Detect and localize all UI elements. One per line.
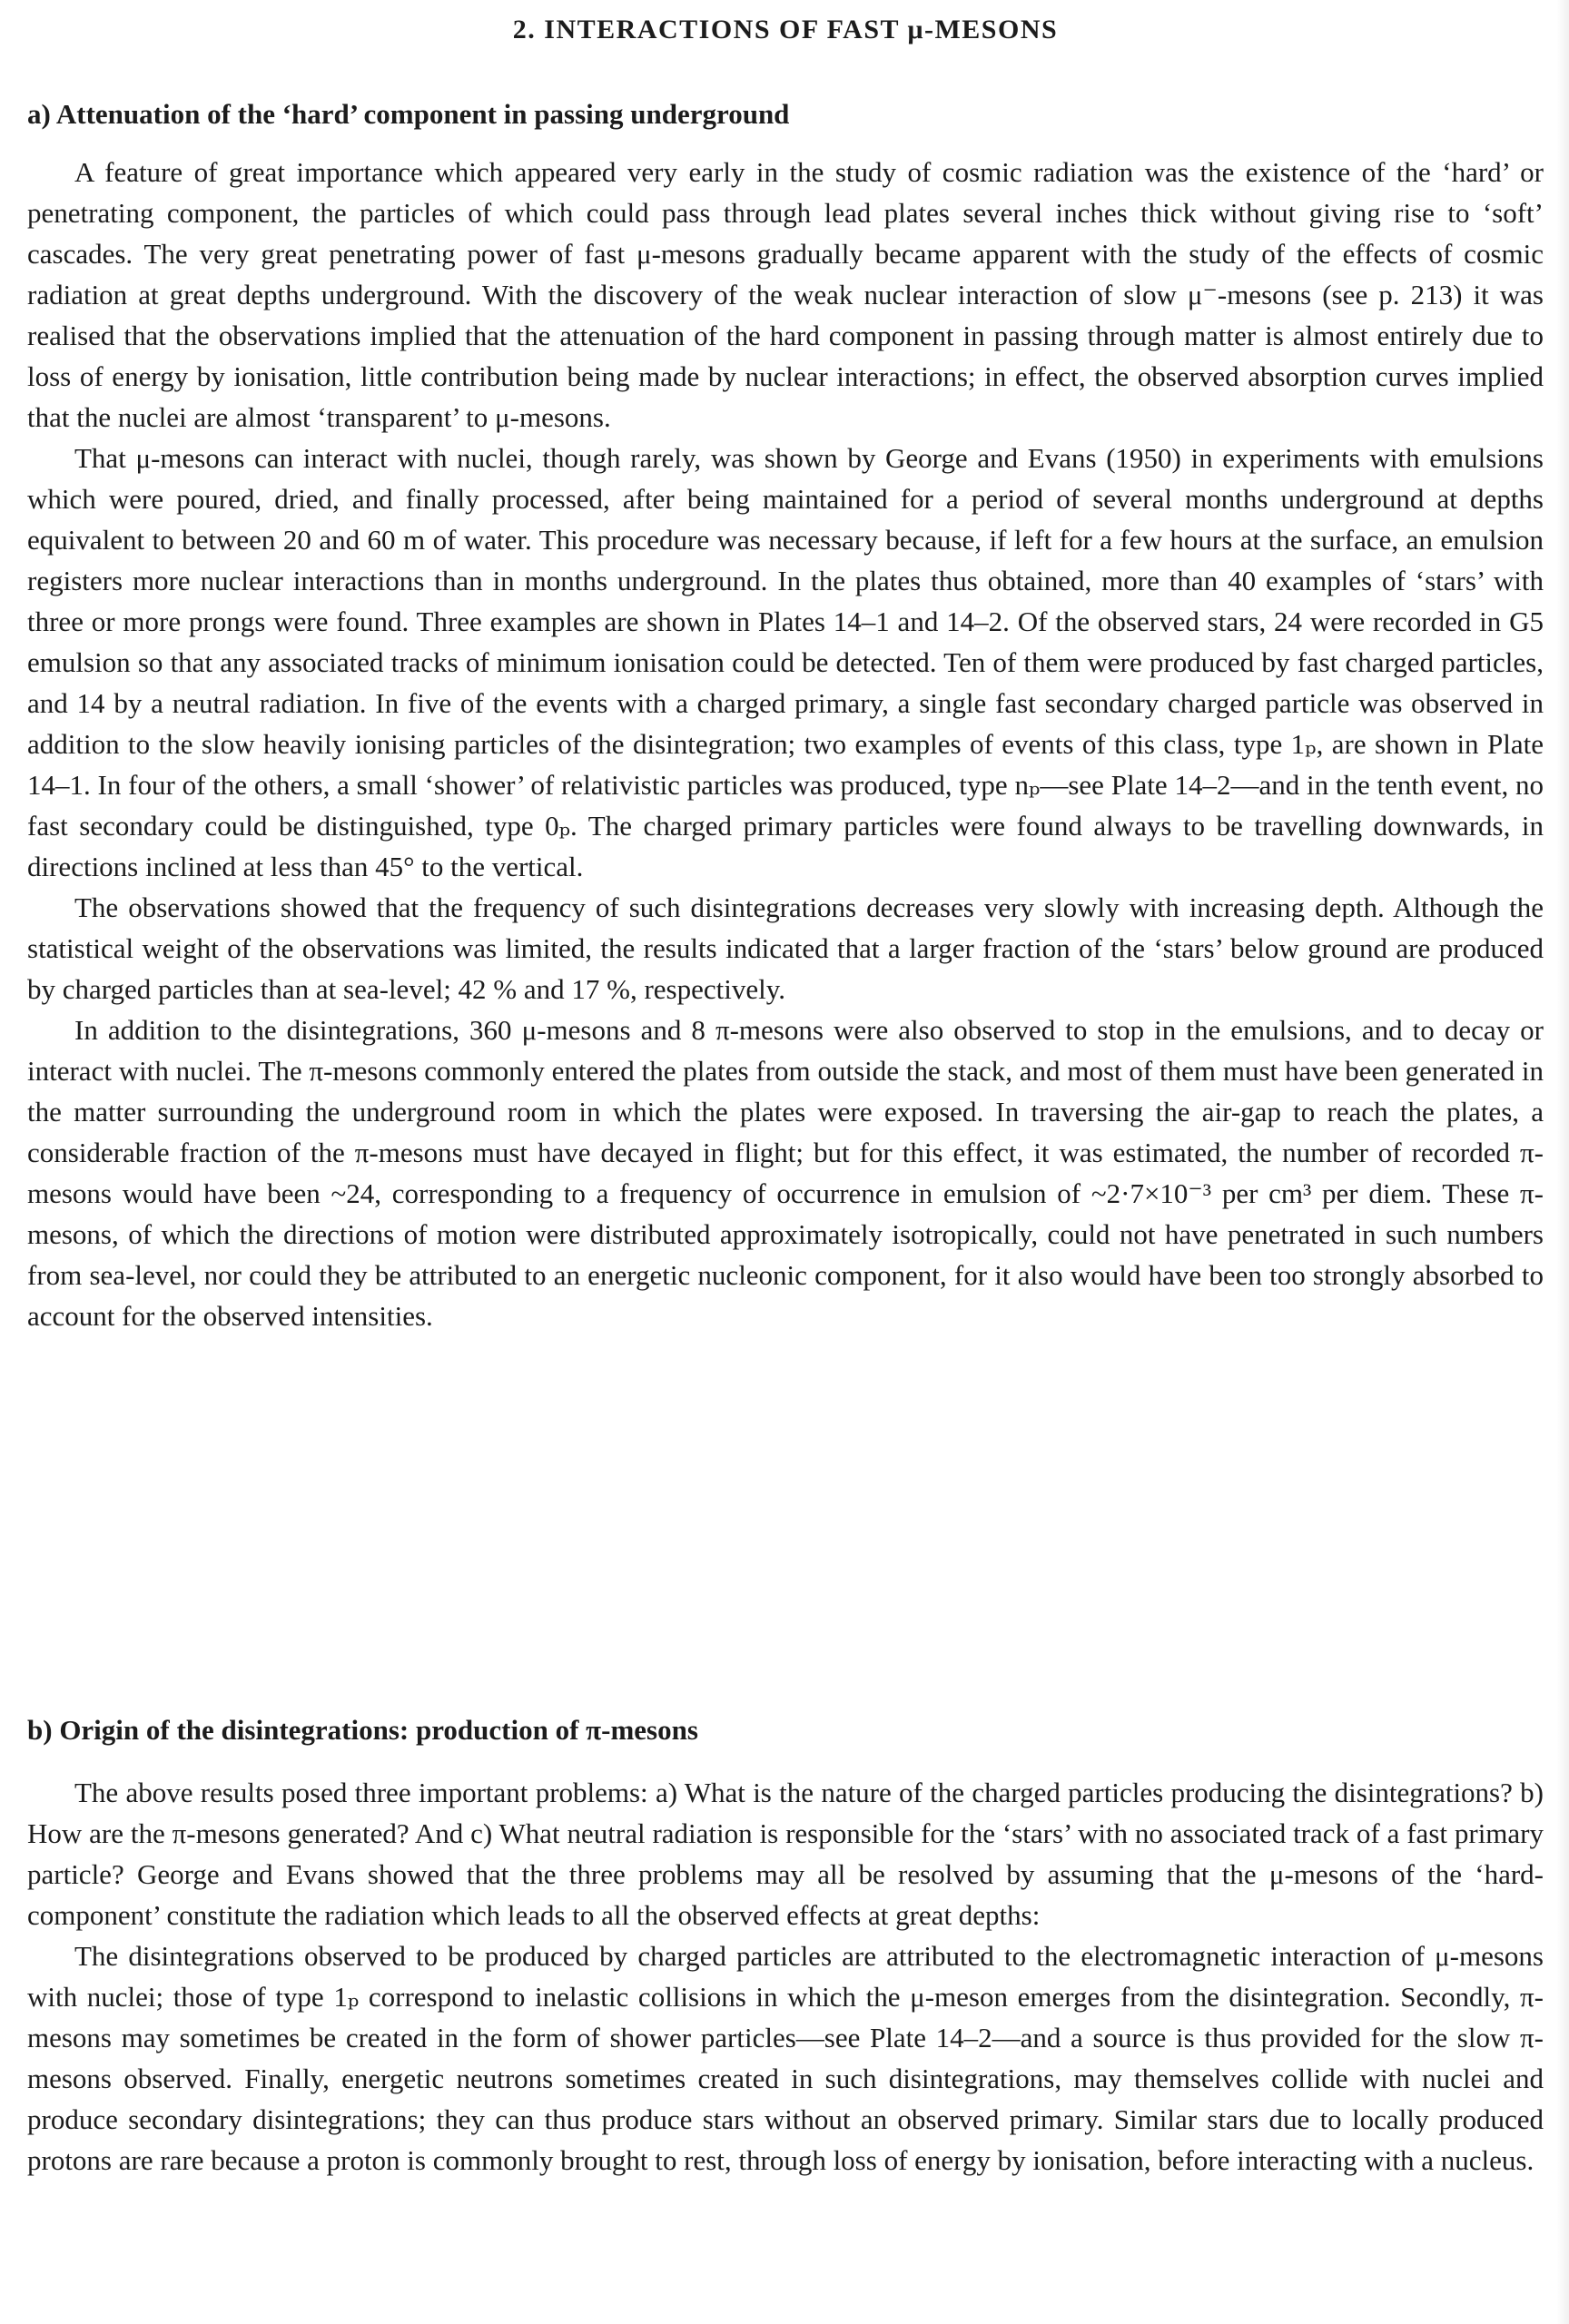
paragraph: A feature of great importance which appeared very early in the study of cosmic radiation was the existence of the ‘hard’ or penetrating component, the particles of which could pass through lead plates several inches thick without giving rise to ‘soft’ cascades. The very great penetrating power of fast μ-mesons gradually became apparent with the study of the effects of cosmic radiation at great depths underground. With the discovery of the weak nuclear interaction of slow μ⁻-mesons (see p. 213) it was realised that the observations implied that the attenuation of the hard component in passing through matter is almost entirely due to loss of energy by ionisation, little contribution being made by nuclear interactions; in effect, the observed absorption curves implied that the nuclei are almost ‘transparent’ to μ-mesons. [27,156,1544,433]
section-heading-a: a) Attenuation of the ‘hard’ component in passing underground [27,98,790,130]
paragraph: The observations showed that the frequency of such disintegrations decreases very slowly with increasing depth. Although the statistical weight of the observations was limited, the results indicated that a larger fraction of the ‘stars’ below ground are produced by charged particles than at sea-level; 42 % and 17 %, respectively. [27,891,1544,1005]
paragraph: The above results posed three important problems: a) What is the nature of the charged particles producing the disintegrations? b) How are the π-mesons generated? And c) What neutral radiation is responsible for the ‘stars’ with no associated track of a fast primary particle? George and Evans showed that the three problems may all be resolved by assuming that the μ-mesons of the ‘hard-component’ constitute the radiation which leads to all the observed effects at great depths: [27,1777,1544,1931]
page-edge-shadow [1556,0,1569,2324]
section-body-b [27,1772,1544,2181]
paragraph: That μ-mesons can interact with nuclei, though rarely, was shown by George and Evans (1950) in experiments with emulsions which were poured, dried, and finally processed, after being maintained for a period of several months underground at depths equivalent to between 20 and 60 m of water. This procedure was necessary because, if left for a few hours at the surface, an emulsion registers more nuclear interactions than in months underground. In the plates thus obtained, more than 40 examples of ‘stars’ with three or more prongs were found. Three examples are shown in Plates 14–1 and 14–2. Of the observed stars, 24 were recorded in G5 emulsion so that any associated tracks of minimum ionisation could be detected. Ten of them were produced by fast charged particles, and 14 by a neutral radiation. In five of the events with a charged primary, a single fast secondary charged particle was observed in addition to the slow heavily ionising particles of the disintegration; two examples of events of this class, type 1ₚ, are shown in Plate 14–1. In four of the others, a small ‘shower’ of relativistic particles was produced, type nₚ—see Plate 14–2—and in the tenth event, no fast secondary could be distinguished, type 0ₚ. The charged primary particles were found always to be travelling downwards, in directions inclined at less than 45° to the vertical. [27,442,1544,882]
chapter-title: 2. INTERACTIONS OF FAST μ-MESONS [512,15,1059,44]
section-body-a [27,152,1544,1336]
paragraph: The disintegrations observed to be produced by charged particles are attributed to the electromagnetic interaction of μ-mesons with nuclei; those of type 1ₚ correspond to inelastic collisions in which the μ-meson emerges from the disintegration. Secondly, π-mesons may sometimes be created in the form of shower particles—see Plate 14–2—and a source is thus provided for the slow π-mesons observed. Finally, energetic neutrons sometimes created in such disintegrations, may themselves collide with nuclei and produce secondary disintegrations; they can thus produce stars without an observed primary. Similar stars due to locally produced protons are rare because a proton is commonly brought to rest, through loss of energy by ionisation, before interacting with a nucleus. [27,1940,1544,2176]
book-page [27,0,1544,2324]
paragraph: In addition to the disintegrations, 360 μ-mesons and 8 π-mesons were also observed to stop in the emulsions, and to decay or interact with nuclei. The π-mesons commonly entered the plates from outside the stack, and most of them must have been generated in the matter surrounding the underground room in which the plates were exposed. In traversing the air-gap to reach the plates, a considerable fraction of the π-mesons must have decayed in flight; but for this effect, it was estimated, the number of recorded π-mesons would have been ~24, corresponding to a frequency of occurrence in emulsion of ~2·7×10⁻³ per cm³ per diem. These π-mesons, of which the directions of motion were distributed approximately isotropically, could not have penetrated in such numbers from sea-level, nor could they be attributed to an energetic nucleonic component, for it also would have been too strongly absorbed to account for the observed intensities. [27,1014,1544,1332]
section-heading-b: b) Origin of the disintegrations: production of π-mesons [27,1714,698,1746]
